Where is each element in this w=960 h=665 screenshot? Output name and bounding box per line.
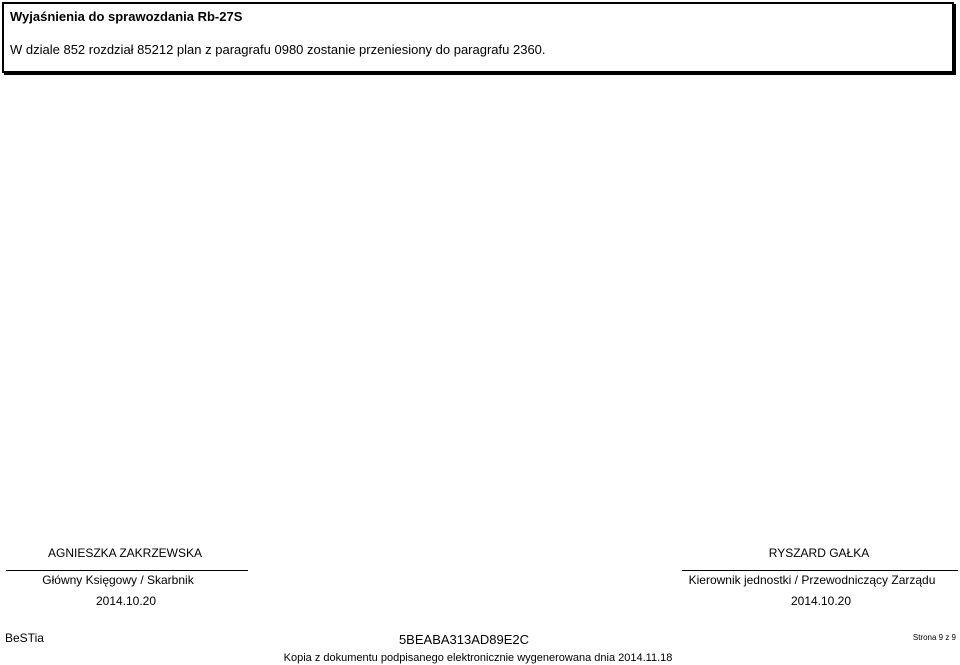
signature-date-accountant: 2014.10.20 — [95, 594, 157, 608]
signature-name-manager: RYSZARD GAŁKA — [768, 546, 870, 560]
footer-document-code: 5BEABA313AD89E2C — [398, 632, 530, 647]
signature-date-manager: 2014.10.20 — [790, 594, 852, 608]
footer-system-name: BeSTia — [5, 631, 44, 645]
signature-role-accountant: Główny Księgowy / Skarbnik — [42, 573, 194, 587]
explanations-title: Wyjaśnienia do sprawozdania Rb-27S — [10, 9, 243, 24]
signature-name-accountant: AGNIESZKA ZAKRZEWSKA — [47, 546, 203, 560]
signature-role-manager: Kierownik jednostki / Przewodniczący Zarządu — [688, 573, 936, 587]
footer-copy-note: Kopia z dokumentu podpisanego elektronicznie wygenerowana dnia 2014.11.18 — [283, 652, 673, 664]
signature-line-accountant — [6, 570, 248, 571]
footer-page-number: Strona 9 z 9 — [912, 633, 956, 642]
explanations-text: W dziale 852 rozdział 85212 plan z paragrafu 0980 zostanie przeniesiony do paragrafu 2360. — [10, 42, 546, 57]
signature-line-manager — [682, 570, 958, 571]
explanations-box — [2, 2, 954, 73]
